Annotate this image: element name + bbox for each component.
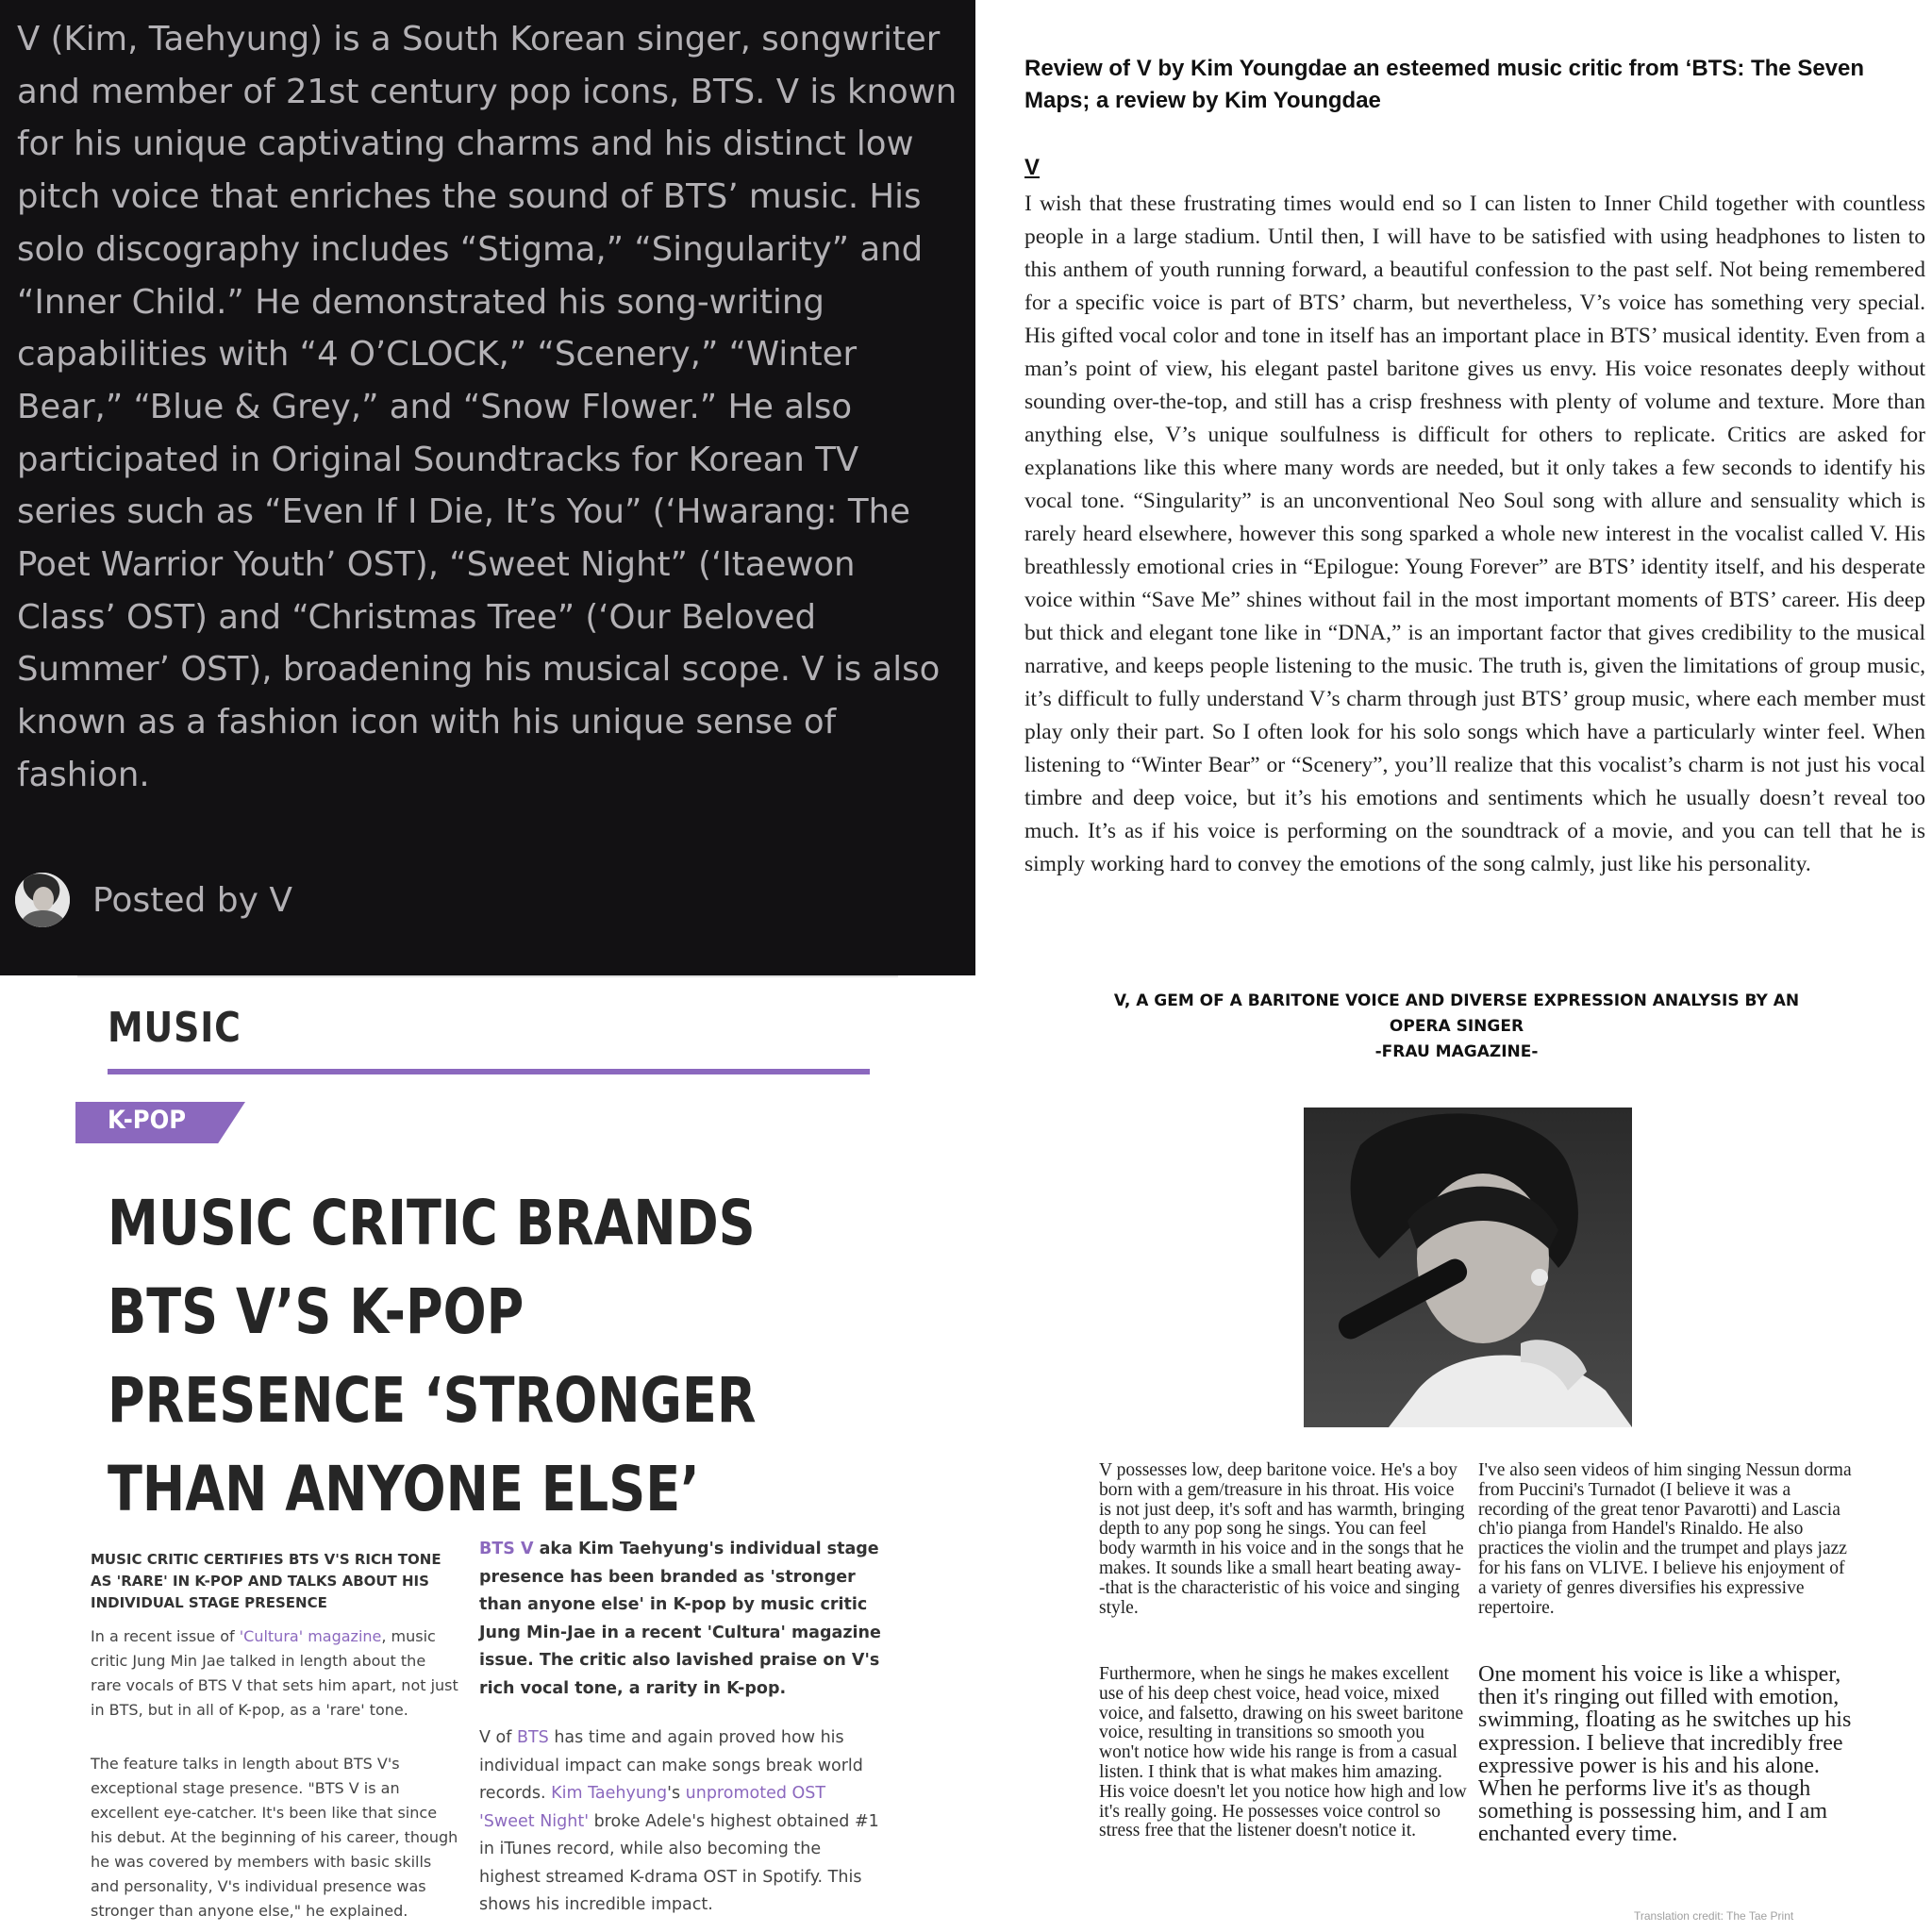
- article-headline: MUSIC CRITIC BRANDS BTS V’S K-POP PRESENCE ‘STRONGER THAN ANYONE ELSE’: [108, 1187, 757, 1525]
- posted-by[interactable]: [15, 870, 292, 930]
- text: V of: [479, 1728, 517, 1747]
- posted-by-label: Posted by V: [92, 880, 292, 920]
- text: 's: [667, 1784, 686, 1803]
- frau-paragraph: Furthermore, when he sings he makes excellent use of his deep chest voice, head voice, mixed voice, and falsetto, drawing on his sweet baritone voice, resulting in transitions so smooth you won't notice how wide his range is from a casual listen. I think that is what makes him amazing. His voice doesn't let you notice how high and low it's really going. He possesses voice control so stress free that the listener doesn't notice it.: [1099, 1664, 1467, 1841]
- review-card: [975, 0, 1932, 975]
- text: broke Adele's highest obtained #1 in iTunes record, while also becoming the highest streamed K-drama OST in Spotify. This shows his incredible impact.: [479, 1811, 879, 1914]
- article-paragraph: [91, 1624, 458, 1723]
- text: aka Kim Taehyung's individual stage presence has been branded as 'stronger than anyone else' in K-pop by music critic Jung Min-Jae in a recent 'Cultura' magazine issue. The critic also lavished praise on V's rich vocal tone, a rarity in K-pop.: [479, 1540, 881, 1698]
- frau-title-main: V, A GEM OF A BARITONE VOICE AND DIVERSE EXPRESSION ANALYSIS BY AN OPERA SINGER: [1113, 991, 1800, 1036]
- divider: [77, 975, 898, 977]
- category-tag-label: K-POP: [108, 1106, 187, 1135]
- frau-article: [975, 975, 1932, 1932]
- article-lede: [479, 1536, 885, 1703]
- frau-title: [1089, 989, 1824, 1065]
- singer-photo: [1304, 1108, 1632, 1427]
- translation-credit: Translation credit: The Tae Print: [1634, 1909, 1794, 1923]
- bio-card: [0, 0, 975, 975]
- sweet-night-link[interactable]: unpromoted OST 'Sweet Night': [479, 1784, 826, 1831]
- section-title: MUSIC: [108, 1004, 242, 1052]
- bts-v-link[interactable]: BTS V: [479, 1540, 534, 1558]
- bio-text: V (Kim, Taehyung) is a South Korean singer, songwriter and member of 21st century pop icons, BTS. V is known for his unique captivating charms and his distinct low pitch voice that enriches the sound of BTS’ music. His solo discography includes “Stigma,” “Singularity” and “Inner Child.” He demonstrated his song-writing capabilities with “4 O’CLOCK,” “Scenery,” “Winter Bear,” “Blue & Grey,” and “Snow Flower.” He also participated in Original Soundtracks for Korean TV series such as “Even If I Die, It’s You” (‘Hwarang: The Poet Warrior Youth’ OST), “Sweet Night” (‘Itaewon Class’ OST) and “Christmas Tree” (‘Our Beloved Summer’ OST), broadening his musical scope. V is also known as a fashion icon with his unique sense of fashion.: [17, 20, 958, 794]
- article-paragraph: The feature talks in length about BTS V's exceptional stage presence. "BTS V is an excellent eye-catcher. It's been like that since his debut. At the beginning of his career, though he was covered by members with basic skills and personality, V's individual presence was stronger than anyone else," he explained.: [91, 1755, 458, 1920]
- frau-paragraph: One moment his voice is like a whisper, then it's ringing out filled with emotion, swimming, floating as he switches up his expression. I believe that incredibly free expressive power is his and his alone. When he performs live it's as though something is possessing him, and I am enchanted every time.: [1478, 1662, 1852, 1847]
- kim-taehyung-link[interactable]: Kim Taehyung: [551, 1784, 668, 1803]
- review-heading: V: [1024, 155, 1041, 180]
- frau-paragraph: I've also seen videos of him singing Nessun dorma from Puccini's Turnadot (I believe it was a recording of the great tenor Pavarotti) and Lascia ch'io pianga from Handel's Rinaldo. He also practices the violin and the trumpet and plays jazz for his fans on VLIVE. I believe his enjoyment of a variety of genres diversifies his expressive repertoire.: [1478, 1460, 1852, 1618]
- section-underline: [108, 1069, 870, 1074]
- bts-link[interactable]: BTS: [516, 1728, 549, 1747]
- cultura-link[interactable]: 'Cultura' magazine: [239, 1627, 382, 1645]
- avatar: [15, 873, 70, 927]
- frau-title-source: -FRAU MAGAZINE-: [1374, 1042, 1539, 1061]
- article-subhead: MUSIC CRITIC CERTIFIES BTS V'S RICH TONE AS 'RARE' IN K-POP AND TALKS ABOUT HIS INDIVIDUAL STAGE PRESENCE: [91, 1551, 441, 1611]
- text: In a recent issue of: [91, 1627, 240, 1645]
- text: , music critic Jung Min Jae talked in length about the rare vocals of BTS V that sets him apart, not just in BTS, but in all of K-pop, as a 'rare' tone.: [91, 1627, 458, 1719]
- review-title: Review of V by Kim Youngdae an esteemed music critic from ‘BTS: The Seven Maps; a review by Kim Youngdae: [1024, 56, 1865, 113]
- magazine-article: [0, 975, 975, 1932]
- article-paragraph: [479, 1724, 885, 1920]
- frau-paragraph: V possesses low, deep baritone voice. He's a boy born with a gem/treasure in his throat. His voice is not just deep, it's soft and has warmth, bringing depth to any pop song he sings. You can feel body warmth in his voice and in the songs that he makes. It sounds like a small heart beating away--that is the characteristic of his voice and singing style.: [1099, 1460, 1465, 1618]
- review-body: I wish that these frustrating times would end so I can listen to Inner Child together with countless people in a large stadium. Until then, I will have to be satisfied with using headphones to listen to this anthem of youth running forward, a beautiful confession to the past self. Not being remembered for a specific voice is part of BTS’ charm, but nevertheless, V’s voice has something very special. His gifted vocal color and tone in itself has an important place in BTS’ musical identity. Even from a man’s point of view, his elegant pastel baritone gives us envy. His voice resonates deeply without sounding over-the-top, and still has a crisp freshness with plenty of volume and texture. More than anything else, V’s unique soulfulness is difficult for others to replicate. Critics are asked for explanations like this where many words are needed, but it only takes a few seconds to identify his vocal tone. “Singularity” is an unconventional Neo Soul song with allure and sensuality which is rarely heard elsewhere, however this song sparked a whole new interest in the vocalist called V. His breathlessly emotional cries in “Epilogue: Young Forever” are BTS’ identity itself, and his desperate voice within “Save Me” shines without fail in the most important moments of BTS’ career. His deep but thick and elegant tone like in “DNA,” is an important factor that gives credibility to the musical narrative, and keeps people listening to the music. The truth is, given the limitations of group music, it’s difficult to fully understand V’s charm through just BTS’ group music, where each member must play only their part. So I often look for his solo songs which have a particularly winter feel. When listening to “Winter Bear” or “Scenery”, you’ll realize that this vocalist’s charm is not just his vocal timbre and deep voice, but it’s his emotions and sentiments which he usually doesn’t reveal too much. It’s as if his voice is performing on the soundtrack of a movie, and you can tell that he is simply working hard to convey the emotions of the song calmly, just like his personality.: [1024, 192, 1925, 876]
- text: has time and again proved how his individual impact can make songs break world records.: [479, 1728, 863, 1803]
